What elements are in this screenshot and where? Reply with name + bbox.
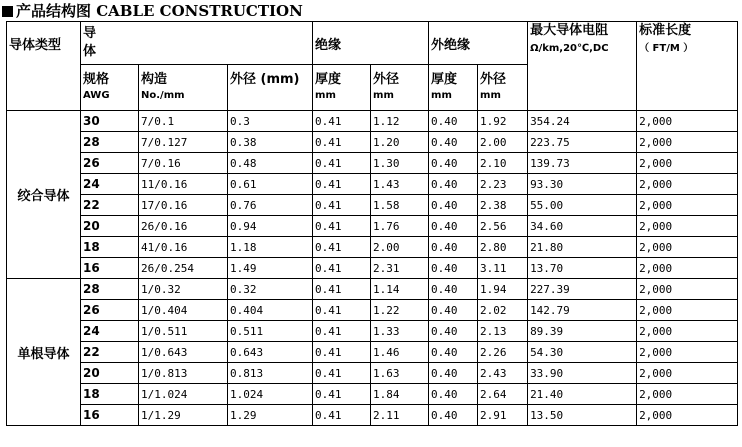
standard-length-cell: 2,000 [637,132,738,153]
jacket-od-header [478,65,528,111]
strand-cell: 1/0.404 [139,300,228,321]
insulation-od-header-line1: 外径 [373,71,400,87]
resistance-cell: 142.79 [528,300,637,321]
conductor-type-group-label: 单根导体 [7,279,81,426]
standard-length-cell: 2,000 [637,384,738,405]
standard-length-cell: 2,000 [637,258,738,279]
insulation-thickness-cell: 0.41 [313,174,371,195]
jacket-od-cell: 2.38 [478,195,528,216]
insulation-thickness-header-line2: mm [315,89,336,101]
jacket-thickness-cell: 0.40 [429,405,478,426]
table-row [7,195,738,216]
jacket-od-cell: 3.11 [478,258,528,279]
conductor-od-cell: 1.29 [228,405,313,426]
table-row [7,321,738,342]
jacket-od-cell: 2.10 [478,153,528,174]
jacket-thickness-cell: 0.40 [429,132,478,153]
jacket-thickness-cell: 0.40 [429,363,478,384]
insulation-od-header-line2: mm [373,89,394,101]
awg-header-line1: 规格 [83,71,110,87]
insulation-od-cell: 2.11 [371,405,429,426]
awg-cell: 16 [81,258,139,279]
jacket-od-header-line2: mm [480,89,501,101]
standard-length-header-line1: 标准长度 [639,23,692,38]
insulation-thickness-cell: 0.41 [313,216,371,237]
strand-cell: 7/0.127 [139,132,228,153]
resistance-cell: 354.24 [528,111,637,132]
strand-cell: 17/0.16 [139,195,228,216]
conductor-od-cell: 0.3 [228,111,313,132]
jacket-header: 外绝缘 [429,22,528,65]
resistance-cell: 139.73 [528,153,637,174]
table-row [7,342,738,363]
insulation-od-cell: 1.22 [371,300,429,321]
table-body [7,111,738,426]
table-row [7,216,738,237]
strand-cell: 1/0.643 [139,342,228,363]
resistance-cell: 34.60 [528,216,637,237]
standard-length-cell: 2,000 [637,321,738,342]
strand-cell: 1/0.511 [139,321,228,342]
jacket-od-cell: 2.56 [478,216,528,237]
insulation-thickness-cell: 0.41 [313,384,371,405]
insulation-thickness-cell: 0.41 [313,153,371,174]
awg-cell: 24 [81,321,139,342]
jacket-od-cell: 2.02 [478,300,528,321]
strand-cell: 41/0.16 [139,237,228,258]
insulation-thickness-cell: 0.41 [313,363,371,384]
jacket-thickness-header-line2: mm [431,89,452,101]
table-row [7,258,738,279]
insulation-od-cell: 1.33 [371,321,429,342]
standard-length-cell: 2,000 [637,174,738,195]
jacket-thickness-cell: 0.40 [429,342,478,363]
table-row [7,174,738,195]
insulation-od-cell: 1.30 [371,153,429,174]
insulation-thickness-cell: 0.41 [313,405,371,426]
standard-length-cell: 2,000 [637,153,738,174]
awg-header-line2: AWG [83,89,110,101]
conductor-od-cell: 1.18 [228,237,313,258]
jacket-thickness-header-line1: 厚度 [431,71,458,87]
strand-cell: 1/1.29 [139,405,228,426]
header-row-1 [7,22,738,65]
awg-cell: 20 [81,216,139,237]
jacket-thickness-cell: 0.40 [429,216,478,237]
jacket-thickness-cell: 0.40 [429,300,478,321]
resistance-cell: 227.39 [528,279,637,300]
strand-cell: 7/0.16 [139,153,228,174]
resistance-cell: 21.80 [528,237,637,258]
insulation-thickness-cell: 0.41 [313,321,371,342]
table-row [7,363,738,384]
strand-header-line2: No./mm [141,89,185,101]
insulation-header: 绝缘 [313,22,429,65]
insulation-thickness-header [313,65,371,111]
resistance-cell: 223.75 [528,132,637,153]
resistance-cell: 55.00 [528,195,637,216]
table-row [7,111,738,132]
resistance-cell: 54.30 [528,342,637,363]
standard-length-cell: 2,000 [637,342,738,363]
jacket-od-cell: 2.80 [478,237,528,258]
awg-cell: 28 [81,132,139,153]
insulation-thickness-cell: 0.41 [313,342,371,363]
jacket-thickness-cell: 0.40 [429,258,478,279]
strand-cell: 7/0.1 [139,111,228,132]
conductor-type-header: 导体类型 [7,22,81,111]
standard-length-cell: 2,000 [637,111,738,132]
insulation-thickness-header-line1: 厚度 [315,71,342,87]
strand-cell: 26/0.16 [139,216,228,237]
strand-cell: 1/0.32 [139,279,228,300]
conductor-od-cell: 1.024 [228,384,313,405]
conductor-od-cell: 0.813 [228,363,313,384]
conductor-od-cell: 0.643 [228,342,313,363]
jacket-od-cell: 1.94 [478,279,528,300]
conductor-od-cell: 0.94 [228,216,313,237]
standard-length-header-line2: （ FT/M ） [639,43,694,54]
awg-cell: 24 [81,174,139,195]
resistance-cell: 33.90 [528,363,637,384]
strand-header-line1: 构造 [141,71,168,87]
conductor-header [81,22,313,65]
jacket-od-cell: 2.26 [478,342,528,363]
insulation-od-cell: 1.63 [371,363,429,384]
jacket-thickness-cell: 0.40 [429,384,478,405]
jacket-thickness-cell: 0.40 [429,321,478,342]
standard-length-header [637,22,738,111]
table-row [7,132,738,153]
standard-length-cell: 2,000 [637,405,738,426]
strand-cell: 1/0.813 [139,363,228,384]
page-title [2,1,303,21]
standard-length-cell: 2,000 [637,237,738,258]
resistance-header [528,22,637,111]
strand-cell: 26/0.254 [139,258,228,279]
jacket-thickness-cell: 0.40 [429,237,478,258]
standard-length-cell: 2,000 [637,195,738,216]
strand-header [139,65,228,111]
conductor-od-header: 外径 (mm) [228,65,313,111]
strand-cell: 11/0.16 [139,174,228,195]
square-bullet-icon [2,6,13,17]
jacket-thickness-cell: 0.40 [429,174,478,195]
conductor-header-line2: 体 [83,44,97,59]
resistance-cell: 21.40 [528,384,637,405]
awg-cell: 22 [81,342,139,363]
table-row [7,279,738,300]
insulation-thickness-cell: 0.41 [313,300,371,321]
insulation-thickness-cell: 0.41 [313,195,371,216]
insulation-od-cell: 2.00 [371,237,429,258]
insulation-od-cell: 1.20 [371,132,429,153]
resistance-cell: 89.39 [528,321,637,342]
conductor-header-line1: 导 [83,26,97,41]
cable-construction-table [6,21,738,426]
jacket-od-cell: 2.91 [478,405,528,426]
strand-cell: 1/1.024 [139,384,228,405]
jacket-thickness-cell: 0.40 [429,153,478,174]
jacket-thickness-cell: 0.40 [429,195,478,216]
table-row [7,405,738,426]
standard-length-cell: 2,000 [637,216,738,237]
jacket-od-cell: 2.23 [478,174,528,195]
awg-cell: 26 [81,300,139,321]
resistance-cell: 13.50 [528,405,637,426]
title-text: 产品结构图 CABLE CONSTRUCTION [16,2,303,20]
resistance-header-line1: 最大导体电阻 [530,23,609,38]
table-row [7,237,738,258]
resistance-cell: 13.70 [528,258,637,279]
conductor-od-cell: 0.76 [228,195,313,216]
awg-cell: 20 [81,363,139,384]
insulation-thickness-cell: 0.41 [313,279,371,300]
table-row [7,153,738,174]
awg-cell: 16 [81,405,139,426]
insulation-od-header [371,65,429,111]
standard-length-cell: 2,000 [637,363,738,384]
conductor-od-cell: 0.48 [228,153,313,174]
awg-cell: 30 [81,111,139,132]
jacket-thickness-cell: 0.40 [429,111,478,132]
jacket-od-header-line1: 外径 [480,71,507,87]
conductor-od-cell: 0.38 [228,132,313,153]
standard-length-cell: 2,000 [637,300,738,321]
conductor-type-group-label: 绞合导体 [7,111,81,279]
conductor-od-cell: 0.511 [228,321,313,342]
conductor-od-cell: 0.61 [228,174,313,195]
insulation-thickness-cell: 0.41 [313,237,371,258]
resistance-cell: 93.30 [528,174,637,195]
jacket-od-cell: 2.64 [478,384,528,405]
jacket-od-cell: 2.43 [478,363,528,384]
standard-length-cell: 2,000 [637,279,738,300]
awg-header [81,65,139,111]
jacket-thickness-cell: 0.40 [429,279,478,300]
insulation-od-cell: 1.76 [371,216,429,237]
awg-cell: 22 [81,195,139,216]
table-row [7,300,738,321]
insulation-od-cell: 2.31 [371,258,429,279]
conductor-od-cell: 0.32 [228,279,313,300]
jacket-od-cell: 1.92 [478,111,528,132]
conductor-od-cell: 1.49 [228,258,313,279]
insulation-thickness-cell: 0.41 [313,111,371,132]
insulation-thickness-cell: 0.41 [313,258,371,279]
jacket-od-cell: 2.00 [478,132,528,153]
insulation-od-cell: 1.43 [371,174,429,195]
awg-cell: 26 [81,153,139,174]
insulation-od-cell: 1.58 [371,195,429,216]
table-row [7,384,738,405]
insulation-thickness-cell: 0.41 [313,132,371,153]
resistance-header-line2: Ω/km,20℃,DC [530,43,609,54]
awg-cell: 18 [81,384,139,405]
awg-cell: 18 [81,237,139,258]
jacket-od-cell: 2.13 [478,321,528,342]
insulation-od-cell: 1.12 [371,111,429,132]
jacket-thickness-header [429,65,478,111]
insulation-od-cell: 1.46 [371,342,429,363]
insulation-od-cell: 1.14 [371,279,429,300]
awg-cell: 28 [81,279,139,300]
conductor-od-cell: 0.404 [228,300,313,321]
insulation-od-cell: 1.84 [371,384,429,405]
